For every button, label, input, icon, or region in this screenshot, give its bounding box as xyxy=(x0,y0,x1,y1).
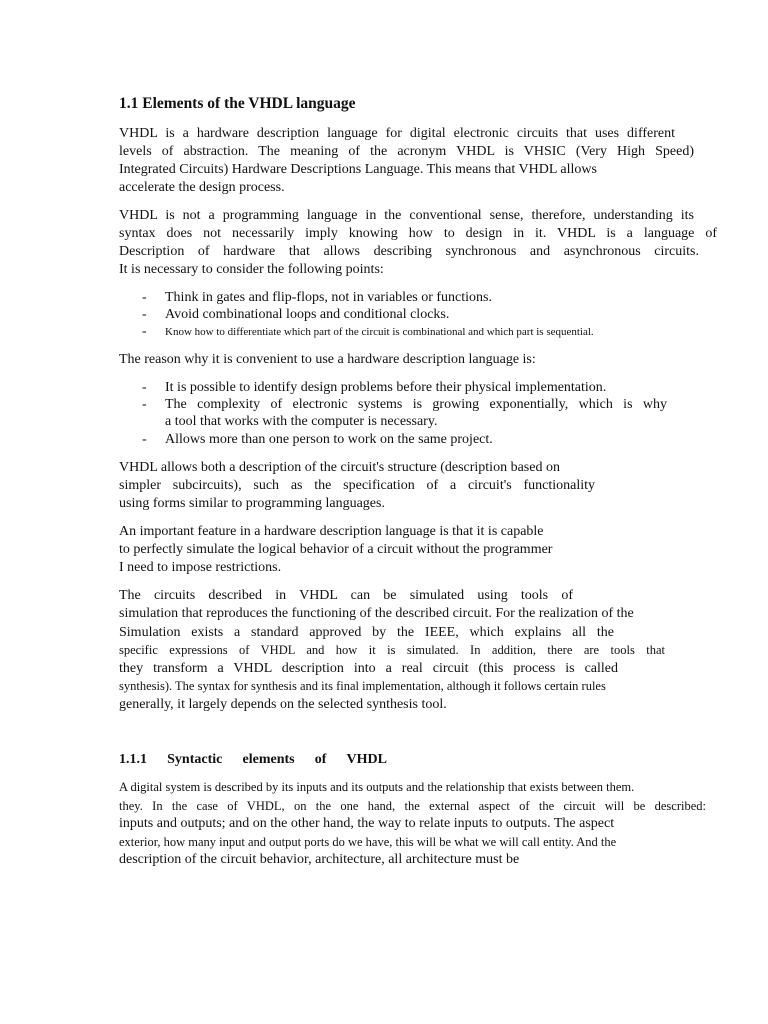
list-item: Avoid combinational loops and conditional clocks. xyxy=(165,307,450,322)
bullet-marker: - xyxy=(142,380,147,395)
p2-line: syntax does not necessarily imply knowing how to design in it. VHDL is a language of xyxy=(119,226,717,241)
list-item: It is possible to identify design problems before their physical implementation. xyxy=(165,380,607,395)
p7-line: they. In the case of VHDL, on the one hand, the external aspect of the circuit will be described: xyxy=(119,799,706,813)
heading-word: VHDL xyxy=(346,752,387,767)
bullet-marker: - xyxy=(142,324,147,339)
list-item: Know how to differentiate which part of the circuit is combinational and which part is sequential. xyxy=(165,326,594,338)
p7-line: A digital system is described by its inputs and its outputs and the relationship that exists between them. xyxy=(119,780,635,794)
p1-line: VHDL is a hardware description language for digital electronic circuits that uses different xyxy=(119,126,675,141)
p6-line: generally, it largely depends on the selected synthesis tool. xyxy=(119,697,447,712)
heading-number: 1.1.1 xyxy=(119,752,147,767)
bullet-marker: - xyxy=(142,290,147,305)
p5-line: to perfectly simulate the logical behavior of a circuit without the programmer xyxy=(119,542,553,557)
p2-line: It is necessary to consider the following points: xyxy=(119,262,384,277)
p1-line: accelerate the design process. xyxy=(119,180,285,195)
p7-line: inputs and outputs; and on the other hand, the way to relate inputs to outputs. The aspect xyxy=(119,816,615,831)
p6-line: specific expressions of VHDL and how it is simulated. In addition, there are tools that xyxy=(119,643,665,657)
heading-word: Syntactic xyxy=(167,752,223,767)
bullet-marker: - xyxy=(142,432,147,447)
p5-line: An important feature in a hardware description language is that it is capable xyxy=(119,524,544,539)
p6-line: The circuits described in VHDL can be simulated using tools of xyxy=(119,588,573,603)
list-item: The complexity of electronic systems is growing exponentially, which is why xyxy=(165,397,667,412)
list-item: Think in gates and flip-flops, not in variables or functions. xyxy=(165,290,492,305)
section-heading: 1.1 Elements of the VHDL language xyxy=(119,95,356,112)
bullet-marker: - xyxy=(142,397,147,412)
p6-line: Simulation exists a standard approved by the IEEE, which explains all the xyxy=(119,625,614,640)
p5-line: I need to impose restrictions. xyxy=(119,560,282,575)
p3-line: The reason why it is convenient to use a hardware description language is: xyxy=(119,352,536,367)
p1-line: levels of abstraction. The meaning of the acronym VHDL is VHSIC (Very High Speed) xyxy=(119,144,694,159)
p6-line: simulation that reproduces the functioning of the described circuit. For the realization of the xyxy=(119,606,634,621)
p4-line: simpler subcircuits), such as the specification of a circuit's functionality xyxy=(119,478,595,493)
p4-line: using forms similar to programming languages. xyxy=(119,496,385,511)
p6-line: synthesis). The syntax for synthesis and its final implementation, although it follows certain rules xyxy=(119,679,606,693)
heading-word: elements xyxy=(242,752,295,767)
p2-line: VHDL is not a programming language in the conventional sense, therefore, understanding its xyxy=(119,208,694,223)
subsection-heading xyxy=(119,751,387,769)
p1-line: Integrated Circuits) Hardware Descriptions Language. This means that VHDL allows xyxy=(119,162,597,177)
p6-line: they transform a VHDL description into a real circuit (this process is called xyxy=(119,661,618,676)
p2-line: Description of hardware that allows describing synchronous and asynchronous circuits. xyxy=(119,244,699,259)
list-item: Allows more than one person to work on the same project. xyxy=(165,432,493,447)
p7-line: description of the circuit behavior, architecture, all architecture must be xyxy=(119,852,520,867)
list-item-continuation: a tool that works with the computer is necessary. xyxy=(165,414,438,429)
p4-line: VHDL allows both a description of the circuit's structure (description based on xyxy=(119,460,560,475)
bullet-marker: - xyxy=(142,307,147,322)
p7-line: exterior, how many input and output ports do we have, this will be what we will call entity. And the xyxy=(119,835,617,849)
heading-word: of xyxy=(314,752,327,767)
